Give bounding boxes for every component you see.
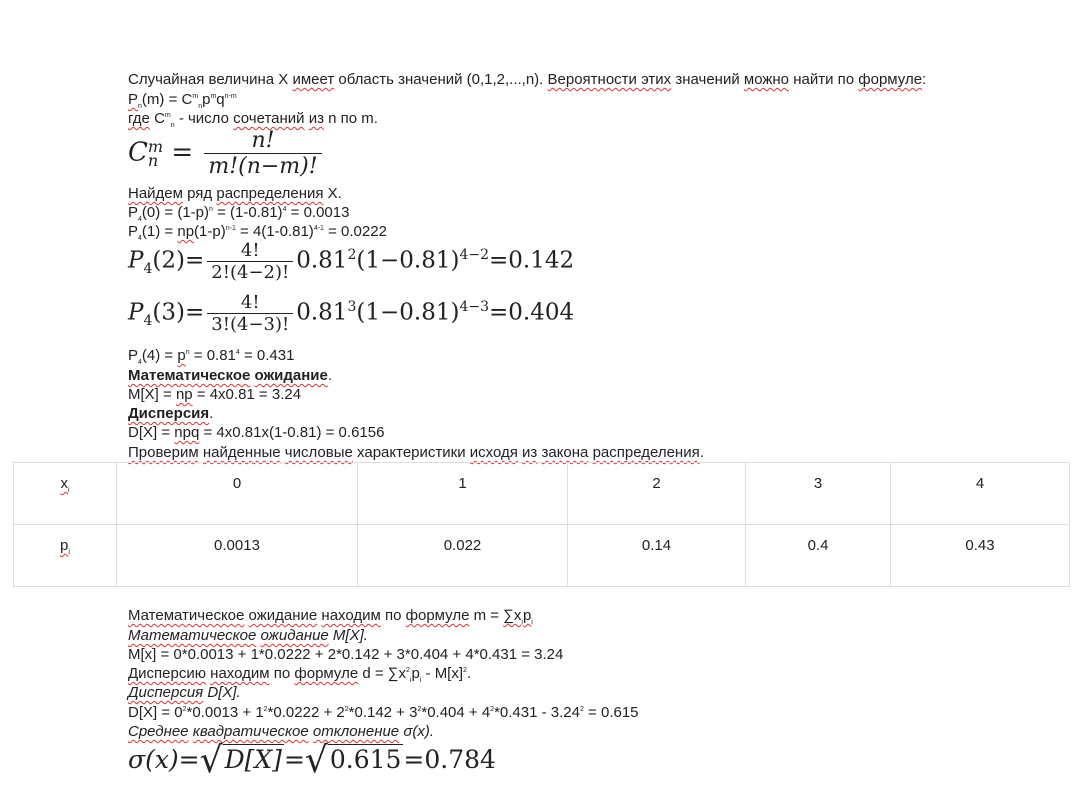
table-cell: 2: [568, 463, 746, 525]
p4-0-line: $P_4(0) = (1-p)^n = (1-0.81)^4 = 0.0013$: [128, 204, 350, 223]
sigma-formula: σ(x)=√D[X]=√0.615=0.784: [128, 740, 496, 781]
distribution-table: [13, 462, 1070, 587]
expectation-line: M[X] = np = 4x0.81 = 3.24: [128, 386, 302, 403]
sigma-title: Среднее квадратическое отклонение σ(x).: [128, 723, 435, 740]
variance-calc-line: $D[X] = 0^2*0.0013 + 1^2*0.0222 + 2^2*0.142 + 3^2*0.404 + 4^2*0.431 - 3.24^2 = 0.615$: [128, 704, 639, 721]
table-header-x: $x_i$: [14, 463, 117, 525]
table-cell: 3: [746, 463, 891, 525]
table-cell: 0.4: [746, 525, 891, 587]
table-cell: 1: [358, 463, 568, 525]
mean-formula-line: Математическое ожидание находим по формуле $m = \sum x_ip_i$: [128, 607, 533, 626]
table-cell: 4: [891, 463, 1070, 525]
table-cell: 0.43: [891, 525, 1070, 587]
mean-title: Математическое ожидание M[X].: [128, 627, 368, 644]
where-line: где $C^m_n$ - число сочетаний из n по m.: [128, 110, 378, 129]
combination-formula: C m n = $\frac{n!}{m!(n-m)!}$: [128, 128, 325, 179]
table-cell: 0.14: [568, 525, 746, 587]
p4-1-line: $P_4(1) = np(1-p)^{n-1} = 4(1-0.81)^{4-1} = 0.0222$: [128, 223, 387, 242]
binomial-formula-line: $P_n(m) = C^m_np^mq^{n-m}$: [128, 91, 237, 110]
variance-title-2: Дисперсия D[X].: [128, 684, 241, 701]
check-line: Проверим найденные числовые характеристики исходя из закона распределения.: [128, 444, 704, 461]
p4-4-line: $P_4(4) = p^n = 0.81^4 = 0.431$: [128, 347, 295, 366]
variance-line: D[X] = npq = 4x0.81x(1-0.81) = 0.6156: [128, 424, 385, 441]
table-row-p: [14, 525, 1070, 587]
variance-formula-line: Дисперсию находим по формуле $d = \sum x^2_ip_i - M[x]^2$.: [128, 665, 472, 684]
table-row-x: [14, 463, 1070, 525]
mean-calc-line: M[x] = 0*0.0013 + 1*0.0222 + 2*0.142 + 3*0.404 + 4*0.431 = 3.24: [128, 646, 564, 663]
intro-line-1: Случайная величина X имеет область значений (0,1,2,...,n). Вероятности этих значений можно найти по формуле:: [128, 71, 927, 88]
table-header-p: $p_i$: [14, 525, 117, 587]
p4-3-formula: $P_4(3)=$ $\frac{4!}{3!(4-3)!}$ $0.81^3(1-0.81)^{4-3}=0.404$: [128, 292, 575, 335]
table-cell: 0.0013: [117, 525, 358, 587]
p4-2-formula: $P_4(2)=$ $\frac{4!}{2!(4-2)!}$ $0.81^2(1-0.81)^{4-2}=0.142$: [128, 240, 575, 283]
variance-title: Дисперсия.: [128, 405, 214, 422]
table-cell: 0.022: [358, 525, 568, 587]
table-cell: 0: [117, 463, 358, 525]
expectation-title: Математическое ожидание.: [128, 367, 332, 384]
distribution-title: Найдем ряд распределения X.: [128, 185, 342, 202]
